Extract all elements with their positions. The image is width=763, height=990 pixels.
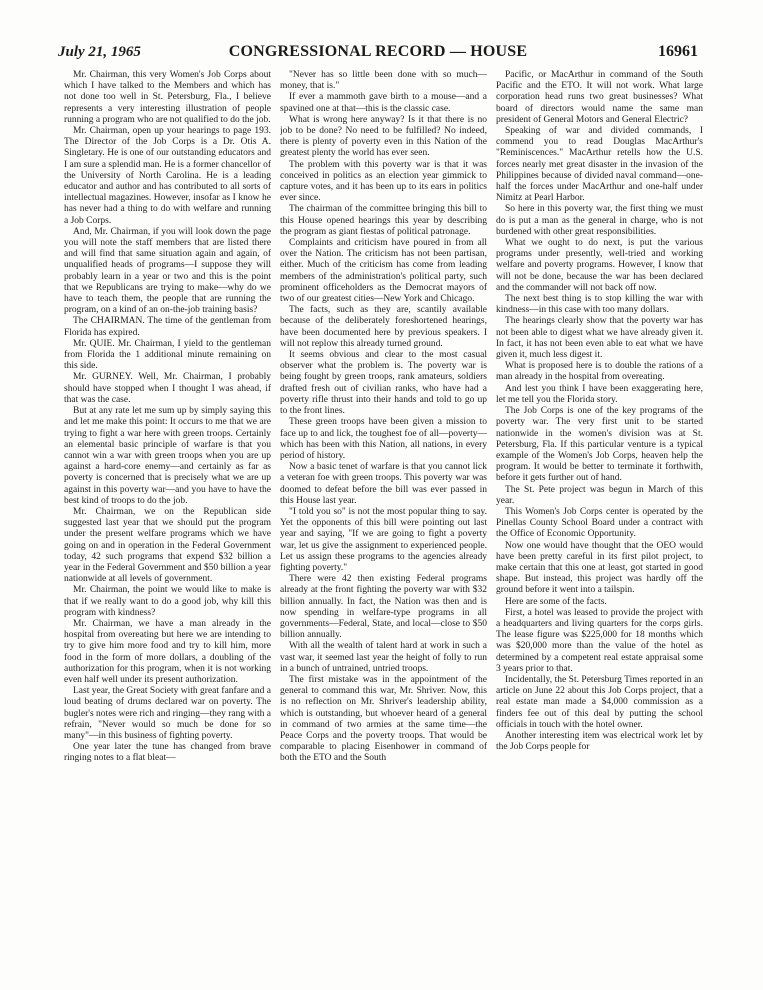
paragraph: Mr. Chairman, we have a man already in the hospital from overeating but here we are intending to try to give him more food and try to kill him, more food in the form of more dollars, a doubling of the authorization for this program, when it is not working even half well under its present authorization. (64, 618, 271, 685)
paragraph: With all the wealth of talent hard at work in such a vast war, it seemed last year the height of folly to run in a bunch of untrained, untried troops. (280, 641, 487, 674)
paragraph: So here in this poverty war, the first thing we must do is put a man as the general in charge, who is not burdened with other great responsibilities. (496, 204, 703, 237)
paragraph: Here are some of the facts. (505, 596, 607, 607)
column-3 (496, 70, 703, 986)
paragraph: This Women's Job Corps center is operated by the Pinellas County School Board under a contract with the Office of Economic Opportunity. (496, 506, 703, 540)
paragraph: What we ought to do next, is put the various programs under presently, well-tried and working welfare and poverty programs. However, I know that will not be done, because the war has been declared and the commander will not back off now. (496, 238, 703, 293)
paragraph: If ever a mammoth gave birth to a mouse—and a spavined one at that—this is the classic case. (280, 92, 487, 114)
paragraph: These green troops have been given a mission to face up to and lick, the toughest foe of all—poverty—which has been with this Nation, all nations, in every period of history. (280, 417, 487, 461)
paragraph: What is wrong here anyway? Is it that there is no job to be done? No need to be fulfilled? No indeed, there is plenty of poverty even in this Nation of the greatest plenty the world has ever seen. (280, 114, 487, 159)
paragraph: Speaking of war and divided commands, I commend you to read Douglas MacArthur's "Reminiscences." MacArthur retells how the U.S. forces nearly met great disaster in the invasion of the Philippines because of divided naval command—one-half the forces under MacArthur and one-half under Nimitz at Pearl Harbor. (496, 126, 703, 204)
paragraph: Mr. QUIE. Mr. Chairman, I yield to the gentleman from Florida the 1 additional minute remaining on this side. (64, 338, 271, 372)
column-1 (64, 70, 271, 986)
paragraph: But at any rate let me sum up by simply saying this and let me make this point: It occurs to me that we are trying to fight a war here with green troops. Certainly an elemental basic principle of warfare is that you cannot win a war with green troops when you are up against a hard-core enemy—and certainly as far as poverty is concerned that is precisely what we are up against in this poverty war—and you have to have the best kind of troops to do the job. (64, 406, 271, 506)
header-page-number: 16961 (658, 43, 698, 60)
paragraph: Last year, the Great Society with great fanfare and a loud beating of drums declared war on poverty. The bugler's notes were rich and ringing—they rang with a refrain, "Never would so much be done for so many"—in this business of fighting poverty. (64, 686, 271, 741)
paragraph: The St. Pete project was begun in March of this year. (496, 484, 703, 506)
paragraph: The hearings clearly show that the poverty war has not been able to digest what we have already given it. In fact, it has not been even able to eat what we have given it, much less digest it. (496, 316, 703, 361)
header-date: July 21, 1965 (58, 44, 141, 60)
paragraph: The facts, such as they are, scantily available because of the deliberately foreshortened hearings, have been documented here by previous speakers. I will not replow this already turned ground. (280, 305, 487, 349)
paragraph: Complaints and criticism have poured in from all over the Nation. The criticism has not been partisan, either. Much of the criticism has come from leading members of the administration's political party, such prominent officeholders as the Democrat mayors of two of our greatest cities—New York and Chicago. (280, 238, 487, 305)
paragraph: Mr. Chairman, the point we would like to make is that if we really want to do a good job, why kill this program with kindness? (64, 585, 271, 618)
text-columns (64, 70, 704, 986)
paragraph: "I told you so" is not the most popular thing to say. Yet the opponents of this bill were pointing out last year and saying, "If we are going to fight a poverty war, let us give the assignment to experienced people. Let us assign these programs to the agencies already fighting poverty." (280, 506, 487, 573)
paragraph: There were 42 then existing Federal programs already at the front fighting the poverty war with $32 billion annually. In fact, the Nation was then and is now spending in welfare-type programs in all governments—Federal, State, and local—close to $50 billion annually. (280, 574, 487, 641)
paragraph: First, a hotel was leased to provide the project with a headquarters and living quarters for the corps girls. The lease figure was $225,000 for 18 months which was $20,000 more than the value of the hotel as determined by a competent real estate appraisal some 3 years prior to that. (496, 607, 703, 674)
paragraph: Mr. GURNEY. Well, Mr. Chairman, I probably should have stopped when I thought I was ahead, if that was the case. (64, 372, 271, 405)
paragraph: The first mistake was in the appointment of the general to command this war, Mr. Shriver. Now, this is no reflection on Mr. Shriver's leadership ability, which is outstanding, but whoever heard of a general in command of two armies at the same time—the Peace Corps and the poverty troops. That would be comparable to placing Eisenhower in command of both the ETO and the South (280, 674, 487, 764)
paragraph: The Job Corps is one of the key programs of the poverty war. The very first unit to be started nationwide in the women's division was at St. Petersburg, Fla. If this particular venture is a typical example of the Women's Job Corps, heaven help the program. It would be better to terminate it forthwith, before it gets further out of hand. (496, 406, 703, 484)
paragraph: The CHAIRMAN. The time of the gentleman from Florida has expired. (64, 316, 271, 338)
paragraph: Mr. Chairman, this very Women's Job Corps about which I have talked to the Members and which has not done too well in St. Petersburg, Fla., I believe represents a very interesting illustration of people running a program who are not qualified to do the job. (64, 70, 271, 125)
paragraph: Incidentally, the St. Petersburg Times reported in an article on June 22 about this Job Corps project, that a real estate man made a $4,000 commission as a finders fee out of this deal by putting the school officials in touch with the hotel owner. (496, 674, 703, 730)
paragraph: The chairman of the committee bringing this bill to this House opened hearings this year by describing the program as giant fiestas of political patronage. (280, 204, 487, 237)
paragraph: Mr. Chairman, we on the Republican side suggested last year that we should put the program under the present welfare programs which we have going on and in operation in the Federal Government today, 42 such programs that expend $32 billion a year in the Federal Government and $50 billion a year nationwide at all levels of government. (64, 506, 271, 585)
paragraph: Mr. Chairman, open up your hearings to page 193. The Director of the Job Corps is a Dr. Otis A. Singletary. He is one of our outstanding educators and I am sure a splendid man. He is a former chancellor of the University of North Carolina. He is a leading educator and author and has contributed to all sorts of intellectual magazines. However, insofar as I know he has never had a thing to do with welfare and running a Job Corps. (64, 126, 271, 226)
paragraph: The problem with this poverty war is that it was conceived in politics as an election year gimmick to capture votes, and it has been up to its ears in politics ever since. (280, 159, 487, 204)
paragraph: One year later the tune has changed from brave ringing notes to a flat bleat— (64, 742, 271, 764)
paragraph: And, Mr. Chairman, if you will look down the page you will note the staff members that are listed there and will find that same situation again and again, of unqualified heads of programs—I suppose they will probably learn in a year or two and this is the point that we Republicans are trying to make—why do we have to teach them, the people that are running the program, on a kind of an on-the-job training basis? (64, 226, 271, 316)
paragraph: The next best thing is to stop killing the war with kindness—in this case with too many dollars. (496, 294, 703, 316)
header-title: CONGRESSIONAL RECORD — HOUSE (228, 43, 528, 60)
paragraph: "Never has so little been done with so much—money, that is." (280, 70, 487, 92)
column-2 (280, 70, 487, 986)
paragraph: Now one would have thought that the OEO would have been pretty careful in its first pilot project, to make certain that this one at least, got started in good shape. But instead, this project was hardly off the ground before it went into a tailspin. (496, 540, 703, 596)
paragraph: What is proposed here is to double the rations of a man already in the hospital from overeating. (496, 361, 703, 383)
page-header (58, 38, 698, 64)
paragraph: It seems obvious and clear to the most casual observer what the problem is. The poverty war is being fought by green troops, rank amateurs, soldiers drafted fresh out of civilian ranks, who have had a poverty rifle thrust into their hands and told to go up to the front lines. (280, 350, 487, 417)
paragraph: Now a basic tenet of warfare is that you cannot lick a veteran foe with green troops. This poverty war was doomed to defeat before the bill was ever passed in this House last year. (280, 462, 487, 506)
paragraph: Pacific, or MacArthur in command of the South Pacific and the ETO. It will not work. What large corporation head runs two great businesses? What board of directors would name the same man president of General Motors and General Electric? (496, 70, 703, 125)
paragraph: And lest you think I have been exaggerating here, let me tell you the Florida story. (496, 383, 703, 405)
paragraph: Another interesting item was electrical work let by the Job Corps people for (496, 730, 703, 753)
